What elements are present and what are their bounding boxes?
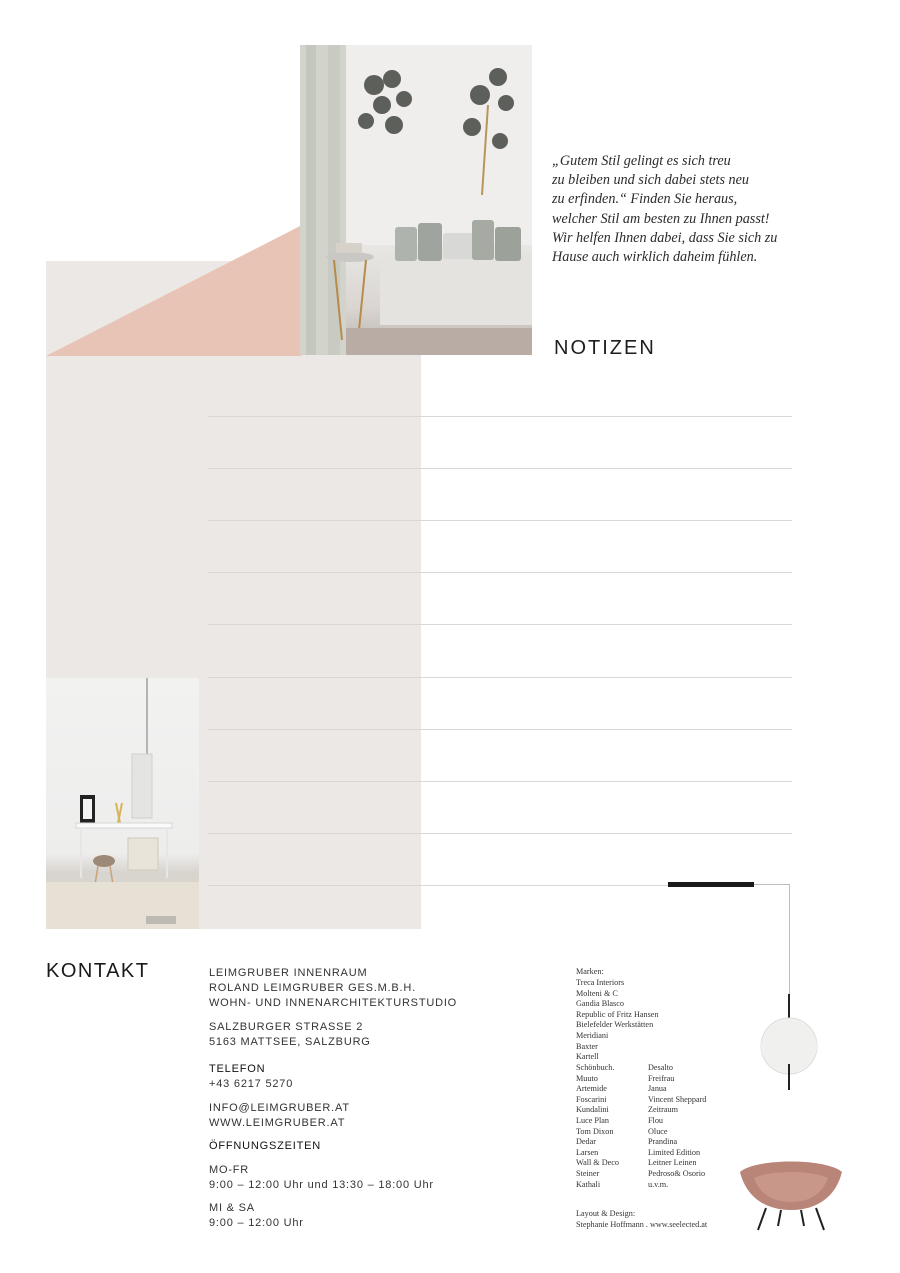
brand-name: Muuto [576, 1073, 598, 1083]
brand-name: u.v.m. [648, 1179, 669, 1189]
brand-name: Luce Plan [576, 1115, 609, 1125]
brand-name: Leitner Leinen [648, 1158, 697, 1168]
brand-name: Foscarini [576, 1094, 607, 1104]
web-block [209, 1101, 350, 1131]
hours-time: 9:00 – 12:00 Uhr [209, 1217, 304, 1229]
brand-name: Desalto [648, 1063, 674, 1072]
note-line [208, 572, 792, 573]
brand-name: Larsen [576, 1147, 599, 1157]
brand-name: Prandina [648, 1137, 678, 1147]
company-info [209, 966, 457, 1011]
brand-name: Gandia Blasco [576, 999, 624, 1009]
note-line [208, 468, 792, 469]
quote-line: Wir helfen Ihnen dabei, dass Sie sich zu [552, 229, 778, 246]
brand-name: Dedar [576, 1137, 597, 1147]
credits-name: Stephanie Hoffmann . www.seelected.at [576, 1219, 708, 1229]
hours-days: MO-FR [209, 1164, 250, 1176]
hours-time: 9:00 – 12:00 Uhr und 13:30 – 18:00 Uhr [209, 1179, 434, 1191]
address-line: SALZBURGER STRASSE 2 [209, 1021, 364, 1033]
accent-bar [668, 882, 754, 887]
hours-heading [209, 1139, 321, 1154]
quote-line: Hause auch wirklich daheim fühlen. [552, 249, 758, 266]
phone-block [209, 1062, 293, 1092]
phone-number[interactable]: +43 6217 5270 [209, 1078, 294, 1090]
website-link[interactable]: WWW.LEIMGRUBER.AT [209, 1117, 346, 1129]
hours-days: MI & SA [209, 1202, 255, 1214]
brand-name: Meridiani [576, 1030, 609, 1040]
brand-name: Kartell [576, 1052, 599, 1062]
brand-name: Republic of Fritz Hansen [576, 1009, 659, 1019]
brand-name: Wall & Deco [576, 1158, 619, 1168]
note-line [208, 781, 792, 782]
hours-label: ÖFFNUNGSZEITEN [209, 1140, 322, 1152]
company-line: ROLAND LEIMGRUBER GES.M.B.H. [209, 982, 416, 994]
brand-name: Bielefelder Werkstätten [576, 1020, 654, 1030]
quote-line: zu erfinden.“ Finden Sie heraus, [552, 191, 738, 208]
brand-name: Molteni & C [576, 988, 618, 998]
brand-name: Artemide [576, 1084, 607, 1094]
interior-photo-sofa [300, 45, 532, 355]
brands-list [576, 978, 659, 1063]
blush-triangle [46, 225, 302, 356]
quote-line: „Gutem Stil gelingt es sich treu [552, 153, 731, 169]
company-line: LEIMGRUBER INNENRAUM [209, 967, 368, 979]
brand-name: Freifrau [648, 1073, 675, 1083]
brand-name: Zeitraum [648, 1105, 679, 1115]
note-line [208, 416, 792, 417]
brand-name: Schönbuch. [576, 1063, 615, 1072]
note-line [208, 729, 792, 730]
design-credits [576, 1209, 707, 1230]
quote-line: welcher Stil am besten zu Ihnen passt! [552, 210, 770, 227]
note-line [208, 833, 792, 834]
brand-name: Janua [648, 1084, 667, 1094]
brand-name: Limited Edition [648, 1147, 701, 1157]
company-line: WOHN- UND INNENARCHITEKTURSTUDIO [209, 997, 458, 1009]
brands-label: Marken: [576, 967, 604, 976]
lounge-chair-icon [736, 1156, 846, 1232]
credits-label: Layout & Design: [576, 1209, 636, 1218]
brand-name: Vincent Sheppard [648, 1094, 707, 1104]
brand-name: Flou [648, 1115, 664, 1125]
pendant-lamp-icon [754, 994, 824, 1094]
note-line [208, 624, 792, 625]
quote-text [552, 152, 852, 267]
brand-name: Tom Dixon [576, 1126, 614, 1136]
lamp-cord [789, 884, 790, 996]
quote-line: zu bleiben und sich dabei stets neu [552, 172, 750, 189]
brands-column-2 [648, 1063, 706, 1190]
brand-name: Steiner [576, 1168, 600, 1178]
hours-weekdays [209, 1163, 434, 1193]
brand-name: Oluce [648, 1126, 668, 1136]
brand-name: Kathali [576, 1179, 601, 1189]
brands-column-1 [576, 1063, 619, 1190]
note-line [208, 677, 792, 678]
notes-title: NOTIZEN [554, 337, 656, 359]
email-link[interactable]: INFO@LEIMGRUBER.AT [209, 1102, 350, 1114]
brand-name: Treca Interiors [576, 978, 625, 987]
hours-wed-sat [209, 1201, 304, 1231]
brand-name: Kundalini [576, 1105, 609, 1115]
interior-photo-desk [46, 678, 199, 929]
note-line [208, 520, 792, 521]
brand-name: Baxter [576, 1041, 598, 1051]
address-line: 5163 MATTSEE, SALZBURG [209, 1036, 371, 1048]
address [209, 1020, 371, 1050]
contact-title: KONTAKT [46, 960, 150, 982]
note-line [208, 885, 668, 886]
phone-label: TELEFON [209, 1063, 266, 1075]
lamp-cord [754, 884, 790, 885]
brand-name: Pedroso& Osorio [648, 1168, 706, 1178]
